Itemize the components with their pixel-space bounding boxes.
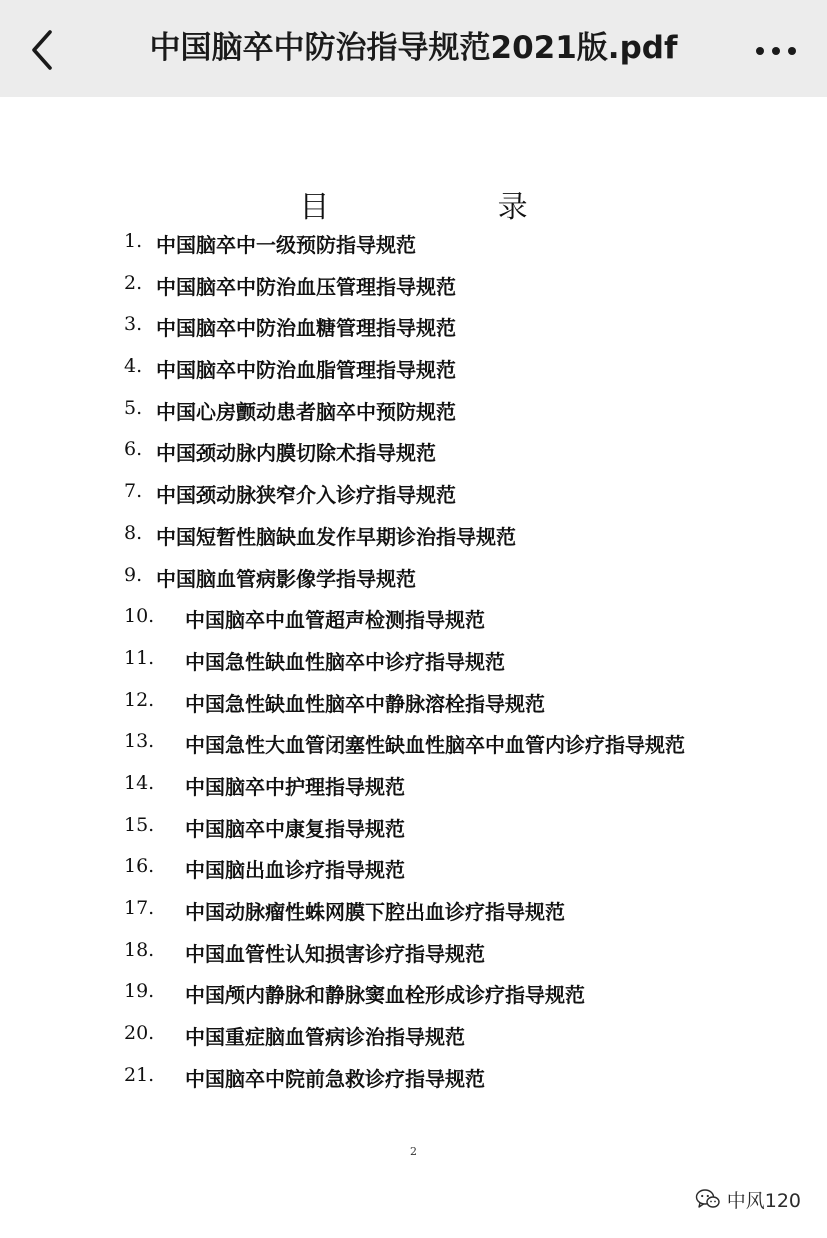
toc-item-title: 中国心房颤动患者脑卒中预防规范 (156, 399, 456, 424)
toc-item[interactable] (0, 891, 827, 933)
toc-item[interactable] (0, 516, 827, 558)
toc-item[interactable] (0, 724, 827, 766)
toc-item-number: 19. (124, 980, 155, 1003)
toc-item-number: 2. (124, 271, 143, 294)
toc-item-title: 中国颈动脉狭窄介入诊疗指导规范 (156, 483, 456, 508)
back-button[interactable] (22, 26, 66, 74)
toc-item-title: 中国脑卒中防治血糖管理指导规范 (156, 316, 456, 341)
toc-item-title: 中国脑血管病影像学指导规范 (156, 566, 416, 591)
toc-item-title: 中国脑卒中防治血压管理指导规范 (156, 274, 456, 299)
pdf-page[interactable] (0, 97, 827, 1238)
toc-item[interactable] (0, 391, 827, 433)
toc-item-title: 中国颈动脉内膜切除术指导规范 (156, 441, 436, 466)
toc-item-number: 11. (124, 646, 155, 669)
watermark-text: 中风120 (726, 1189, 801, 1212)
toc-item[interactable] (0, 766, 827, 808)
toc-item-title: 中国短暂性脑缺血发作早期诊治指导规范 (156, 524, 516, 549)
toc-heading: 目 录 (299, 190, 554, 225)
toc-item[interactable] (0, 849, 827, 891)
toc-item-number: 15. (124, 813, 155, 836)
toc-item-number: 18. (124, 938, 155, 961)
toc-item[interactable] (0, 808, 827, 850)
toc-item-title: 中国脑出血诊疗指导规范 (185, 858, 405, 883)
toc-item[interactable] (0, 641, 827, 683)
toc-item-number: 9. (124, 563, 143, 586)
document-title: 中国脑卒中防治指导规范2021版.pdf (149, 30, 678, 66)
toc-item-number: 5. (124, 396, 143, 419)
toc-item-title: 中国重症脑血管病诊治指导规范 (185, 1025, 465, 1050)
toc-item-title: 中国脑卒中防治血脂管理指导规范 (156, 358, 456, 383)
page-number: 2 (410, 1145, 417, 1158)
toc-item-number: 20. (124, 1022, 155, 1045)
toc-list (0, 224, 827, 1099)
toc-item-title: 中国急性缺血性脑卒中静脉溶栓指导规范 (185, 691, 545, 716)
toc-item-title: 中国血管性认知损害诊疗指导规范 (185, 941, 485, 966)
more-horizontal-icon (751, 34, 801, 68)
toc-item[interactable] (0, 349, 827, 391)
toc-item-number: 21. (124, 1063, 155, 1086)
toc-item[interactable] (0, 432, 827, 474)
toc-item[interactable] (0, 933, 827, 975)
more-button[interactable] (751, 34, 801, 68)
toc-item-number: 10. (124, 605, 155, 628)
watermark (695, 1182, 801, 1216)
toc-item-number: 6. (124, 438, 143, 461)
toc-item-number: 14. (124, 771, 155, 794)
toc-item-title: 中国动脉瘤性蛛网膜下腔出血诊疗指导规范 (185, 900, 565, 924)
toc-item-number: 16. (124, 855, 155, 878)
chevron-left-icon (22, 26, 66, 74)
toc-item-title: 中国脑卒中院前急救诊疗指导规范 (185, 1066, 485, 1091)
toc-item-number: 8. (124, 521, 143, 544)
toc-item[interactable] (0, 474, 827, 516)
toc-item[interactable] (0, 1016, 827, 1058)
toc-item-title: 中国脑卒中一级预防指导规范 (156, 233, 416, 257)
toc-item-title: 中国脑卒中护理指导规范 (185, 774, 405, 799)
toc-item-title: 中国急性大血管闭塞性缺血性脑卒中血管内诊疗指导规范 (185, 733, 685, 758)
toc-item-title: 中国颅内静脉和静脉窦血栓形成诊疗指导规范 (185, 983, 585, 1008)
toc-item[interactable] (0, 599, 827, 641)
toc-item[interactable] (0, 1058, 827, 1100)
toc-item-title: 中国脑卒中康复指导规范 (185, 816, 405, 841)
toc-item[interactable] (0, 558, 827, 600)
toc-item[interactable] (0, 266, 827, 308)
toc-item-number: 12. (124, 688, 155, 711)
toc-item-title: 中国急性缺血性脑卒中诊疗指导规范 (185, 649, 505, 674)
toc-item-title: 中国脑卒中血管超声检测指导规范 (185, 608, 485, 633)
toc-item-number: 7. (124, 480, 143, 503)
toc-item-number: 17. (124, 897, 155, 919)
toc-item-number: 4. (124, 355, 143, 378)
toc-item-number: 3. (124, 313, 143, 336)
toc-item-number: 13. (124, 730, 155, 753)
toc-item[interactable] (0, 683, 827, 725)
toc-item-number: 1. (124, 230, 143, 252)
toc-item[interactable] (0, 224, 827, 266)
toc-item[interactable] (0, 307, 827, 349)
toc-item[interactable] (0, 974, 827, 1016)
wechat-icon (695, 1187, 721, 1211)
top-bar (0, 0, 827, 97)
